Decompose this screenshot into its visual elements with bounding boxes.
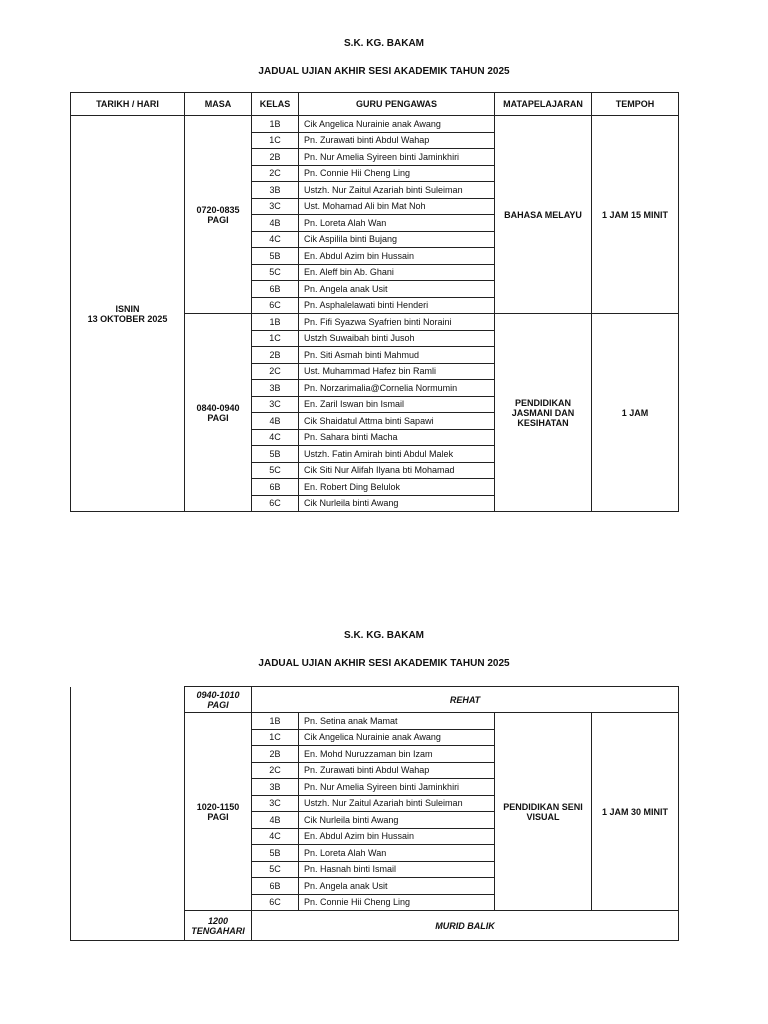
page-title: JADUAL UJIAN AKHIR SESI AKADEMIK TAHUN 2025 (258, 66, 510, 77)
guru-cell: Cik Shaidatul Attma binti Sapawi (299, 413, 495, 430)
cell-line: KESIHATAN (517, 417, 569, 428)
break-time-cell (185, 687, 252, 713)
kelas-cell: 6C (252, 894, 299, 911)
header-guru: GURU PENGAWAS (299, 93, 495, 116)
kelas-cell: 6B (252, 878, 299, 895)
header-tempoh: TEMPOH (592, 93, 679, 116)
school-name-2: S.K. KG. BAKAM (344, 630, 424, 641)
guru-cell: Pn. Fifi Syazwa Syafrien binti Noraini (299, 314, 495, 331)
guru-cell: Pn. Asphalelawati binti Henderi (299, 297, 495, 314)
duration-cell: 1 JAM 30 MINIT (592, 713, 679, 911)
guru-cell: Ustzh. Fatin Amirah binti Abdul Malek (299, 446, 495, 463)
kelas-cell: 6C (252, 297, 299, 314)
guru-cell: Pn. Setina anak Mamat (299, 713, 495, 730)
kelas-cell: 3B (252, 182, 299, 199)
end-time-cell (185, 911, 252, 941)
cell-line: 1020-1150 (196, 801, 240, 812)
cell-line: 13 OKTOBER 2025 (87, 313, 168, 324)
kelas-cell: 5B (252, 248, 299, 265)
kelas-cell: 5B (252, 845, 299, 862)
break-label: REHAT (252, 687, 679, 713)
guru-cell: Ust. Muhammad Hafez bin Ramli (299, 363, 495, 380)
kelas-cell: 5B (252, 446, 299, 463)
guru-cell: Cik Angelica Nurainie anak Awang (299, 729, 495, 746)
cell-line: PAGI (207, 412, 229, 423)
cell-line: 0840-0940 (196, 402, 240, 413)
time-cell (185, 713, 252, 911)
kelas-cell: 1C (252, 132, 299, 149)
kelas-cell: 1C (252, 729, 299, 746)
cell-line: ISNIN (115, 303, 140, 314)
kelas-cell: 4B (252, 413, 299, 430)
guru-cell: En. Mohd Nuruzzaman bin Izam (299, 746, 495, 763)
header-tarikh: TARIKH / HARI (71, 93, 185, 116)
subject-cell (495, 713, 592, 911)
guru-cell: Ustzh Suwaibah binti Jusoh (299, 330, 495, 347)
time-cell (185, 116, 252, 314)
guru-cell: En. Abdul Azim bin Hussain (299, 248, 495, 265)
cell-line: BAHASA MELAYU (504, 209, 582, 220)
guru-cell: Pn. Loreta Alah Wan (299, 215, 495, 232)
cell-line: VISUAL (526, 811, 560, 822)
guru-cell: Pn. Angela anak Usit (299, 878, 495, 895)
guru-cell: Pn. Connie Hii Cheng Ling (299, 894, 495, 911)
cell-line: PENDIDIKAN SENI (503, 801, 583, 812)
kelas-cell: 1B (252, 314, 299, 331)
kelas-cell: 3C (252, 396, 299, 413)
guru-cell: Pn. Sahara binti Macha (299, 429, 495, 446)
kelas-cell: 2C (252, 363, 299, 380)
guru-cell: Ustzh. Nur Zaitul Azariah binti Suleiman (299, 182, 495, 199)
subject-cell (495, 116, 592, 314)
guru-cell: Pn. Nur Amelia Syireen binti Jaminkhiri (299, 779, 495, 796)
kelas-cell: 3C (252, 198, 299, 215)
kelas-cell: 1B (252, 116, 299, 133)
guru-cell: En. Robert Ding Belulok (299, 479, 495, 496)
kelas-cell: 3B (252, 779, 299, 796)
guru-cell: Pn. Connie Hii Cheng Ling (299, 165, 495, 182)
guru-cell: Cik Nurleila binti Awang (299, 812, 495, 829)
kelas-cell: 4C (252, 429, 299, 446)
guru-cell: Pn. Zurawati binti Abdul Wahap (299, 132, 495, 149)
guru-cell: Pn. Nur Amelia Syireen binti Jaminkhiri (299, 149, 495, 166)
guru-cell: Pn. Loreta Alah Wan (299, 845, 495, 862)
header-masa: MASA (185, 93, 252, 116)
kelas-cell: 2B (252, 149, 299, 166)
day-cell-continued (71, 687, 185, 941)
guru-cell: Cik Siti Nur Alifah Ilyana bti Mohamad (299, 462, 495, 479)
header-row (71, 93, 679, 116)
guru-cell: Cik Angelica Nurainie anak Awang (299, 116, 495, 133)
cell-line: JASMANI DAN (511, 407, 575, 418)
guru-cell: Cik Nurleila binti Awang (299, 495, 495, 512)
subject-cell (495, 314, 592, 512)
cell-line: PAGI (207, 811, 229, 822)
guru-cell: Cik Aspilila binti Bujang (299, 231, 495, 248)
header-matapelajaran: MATAPELAJARAN (495, 93, 592, 116)
page-title-2: JADUAL UJIAN AKHIR SESI AKADEMIK TAHUN 2025 (258, 658, 510, 669)
kelas-cell: 6B (252, 479, 299, 496)
break-row (71, 687, 679, 713)
guru-cell: Ustzh. Nur Zaitul Azariah binti Suleiman (299, 795, 495, 812)
guru-cell: Pn. Zurawati binti Abdul Wahap (299, 762, 495, 779)
kelas-cell: 6B (252, 281, 299, 298)
table-row (71, 116, 679, 133)
header-kelas: KELAS (252, 93, 299, 116)
cell-line: PAGI (207, 214, 229, 225)
kelas-cell: 5C (252, 861, 299, 878)
guru-cell: Pn. Siti Asmah binti Mahmud (299, 347, 495, 364)
kelas-cell: 2B (252, 347, 299, 364)
kelas-cell: 3B (252, 380, 299, 397)
guru-cell: Pn. Norzarimalia@Cornelia Normumin (299, 380, 495, 397)
cell-line: 1200 (207, 915, 229, 926)
end-label: MURID BALIK (252, 911, 679, 941)
guru-cell: En. Abdul Azim bin Hussain (299, 828, 495, 845)
time-cell (185, 314, 252, 512)
kelas-cell: 2B (252, 746, 299, 763)
guru-cell: Pn. Angela anak Usit (299, 281, 495, 298)
guru-cell: En. Zaril Iswan bin Ismail (299, 396, 495, 413)
kelas-cell: 6C (252, 495, 299, 512)
kelas-cell: 3C (252, 795, 299, 812)
schedule-table-1 (70, 92, 679, 512)
kelas-cell: 5C (252, 264, 299, 281)
kelas-cell: 4B (252, 215, 299, 232)
cell-line: 0940-1010 (196, 689, 240, 700)
kelas-cell: 2C (252, 165, 299, 182)
kelas-cell: 5C (252, 462, 299, 479)
guru-cell: Pn. Hasnah binti Ismail (299, 861, 495, 878)
duration-cell: 1 JAM 15 MINIT (592, 116, 679, 314)
kelas-cell: 2C (252, 762, 299, 779)
guru-cell: Ust. Mohamad Ali bin Mat Noh (299, 198, 495, 215)
kelas-cell: 4C (252, 231, 299, 248)
duration-cell: 1 JAM (592, 314, 679, 512)
cell-line: PENDIDIKAN (514, 397, 571, 408)
cell-line: 0720-0835 (196, 204, 240, 215)
kelas-cell: 4C (252, 828, 299, 845)
day-cell (71, 116, 185, 512)
kelas-cell: 4B (252, 812, 299, 829)
school-name: S.K. KG. BAKAM (344, 38, 424, 49)
kelas-cell: 1B (252, 713, 299, 730)
cell-line: PAGI (207, 699, 229, 710)
guru-cell: En. Aleff bin Ab. Ghani (299, 264, 495, 281)
kelas-cell: 1C (252, 330, 299, 347)
schedule-table-2 (70, 686, 679, 941)
cell-line: TENGAHARI (191, 925, 245, 936)
